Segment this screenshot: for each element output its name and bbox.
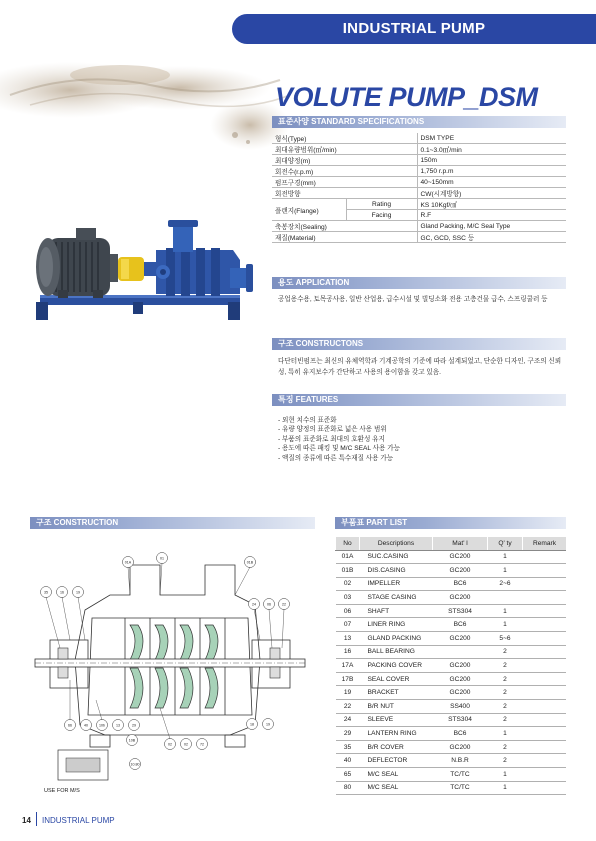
part-material: GC200 [433, 550, 488, 564]
part-remark [523, 632, 567, 646]
part-description: SEAL COVER [360, 672, 433, 686]
part-quantity: 2 [488, 740, 523, 754]
construction-drawing [30, 540, 320, 802]
part-material [433, 645, 488, 659]
part-quantity [488, 591, 523, 605]
part-quantity: 1 [488, 727, 523, 741]
part-remark [523, 645, 567, 659]
part-description: BALL BEARING [360, 645, 433, 659]
diagram-label: 01 [160, 556, 164, 561]
parts-row [336, 740, 567, 754]
part-no: 35 [336, 740, 360, 754]
spec-key: 회전수(r.p.m) [272, 166, 417, 177]
part-description: LANTERN RING [360, 727, 433, 741]
spec-key: 축봉장치(Sealing) [272, 221, 417, 232]
part-no: 07 [336, 618, 360, 632]
part-remark [523, 591, 567, 605]
part-quantity: 1 [488, 564, 523, 578]
parts-row [336, 672, 567, 686]
diagram-label: 16 [60, 590, 64, 595]
part-material: SS400 [433, 700, 488, 714]
diagram-label: 06 [267, 602, 271, 607]
parts-row [336, 700, 567, 714]
part-description: PACKING COVER [360, 659, 433, 673]
part-no: 03 [336, 591, 360, 605]
diagram-label: 18 [250, 722, 254, 727]
parts-col-header: Remark [523, 537, 567, 550]
part-quantity: 1 [488, 781, 523, 795]
diagram-label: 29 [132, 723, 136, 728]
spec-row [272, 133, 566, 144]
section-construction-text-header: 구조 CONSTRUCTONS [272, 338, 566, 350]
spec-value: R.F [417, 210, 566, 221]
section-spec-header: 표준사양 STANDARD SPECIFICATIONS [272, 116, 566, 128]
part-material: TC/TC [433, 768, 488, 782]
spec-subkey: Facing [346, 210, 417, 221]
section-application-header: 용도 APPLICATION [272, 277, 566, 289]
part-remark [523, 727, 567, 741]
parts-body [336, 550, 567, 795]
spec-value: 40~150mm [417, 177, 566, 188]
spec-value: Gland Packing, M/C Seal Type [417, 221, 566, 232]
part-description: M/C SEAL [360, 781, 433, 795]
part-description: STAGE CASING [360, 591, 433, 605]
part-remark [523, 659, 567, 673]
part-remark [523, 740, 567, 754]
part-no: 19 [336, 686, 360, 700]
part-remark [523, 754, 567, 768]
application-text: 공업용수용, 토목공사용, 일반 산업용, 급수시설 및 빌딩소화 전용 고층건물 급수, 스프링쿨러 등 [278, 296, 548, 303]
part-quantity: 2 [488, 754, 523, 768]
part-description: GLAND PACKING [360, 632, 433, 646]
diagram-label: 13 [116, 723, 120, 728]
diagram-label: 24 [252, 602, 256, 607]
spec-key: 재질(Material) [272, 232, 417, 243]
part-material: GC200 [433, 632, 488, 646]
parts-row [336, 768, 567, 782]
parts-row [336, 645, 567, 659]
part-no: 80 [336, 781, 360, 795]
parts-row [336, 577, 567, 591]
parts-col-header: Mat' l [433, 537, 488, 550]
spec-key: 플랜지(Flange) [272, 199, 346, 221]
part-description: DIS.CASING [360, 564, 433, 578]
parts-row [336, 591, 567, 605]
diagram-label: 72 [200, 742, 204, 747]
part-remark [523, 577, 567, 591]
part-quantity: 1 [488, 768, 523, 782]
part-material: GC200 [433, 591, 488, 605]
part-description: SLEEVE [360, 713, 433, 727]
parts-header-row [336, 537, 567, 550]
pump-photo [18, 210, 263, 330]
spec-value: CW(시계방향) [417, 188, 566, 199]
feature-item: - 유량 양정의 표준화로 넓은 사용 범위 [278, 426, 387, 434]
footer-title: INDUSTRIAL PUMP [42, 816, 115, 825]
parts-row [336, 618, 567, 632]
parts-col-header: Q' ty [488, 537, 523, 550]
part-no: 29 [336, 727, 360, 741]
part-remark [523, 672, 567, 686]
page-number: 14 [22, 816, 31, 825]
section-features-header: 특징 FEATURES [272, 394, 566, 406]
part-no: 06 [336, 604, 360, 618]
part-remark [523, 713, 567, 727]
feature-item: - 용도에 따른 패킹 및 M/C SEAL 사용 가능 [278, 445, 400, 453]
diagram-label: 01A [124, 560, 132, 565]
part-remark [523, 700, 567, 714]
part-no: 13 [336, 632, 360, 646]
part-material: GC200 [433, 659, 488, 673]
part-material: N.B.R [433, 754, 488, 768]
diagram-label: 01B [246, 560, 254, 565]
part-quantity: 5~6 [488, 632, 523, 646]
parts-row [336, 754, 567, 768]
part-material: BC6 [433, 618, 488, 632]
diagram-note: USE FOR M/S [44, 788, 80, 794]
spec-subkey: Rating [346, 199, 417, 210]
section-construction-figure-header: 구조 CONSTRUCTION [30, 517, 315, 529]
spec-row [272, 221, 566, 232]
parts-row [336, 686, 567, 700]
spec-row [272, 177, 566, 188]
part-material: GC200 [433, 672, 488, 686]
part-remark [523, 564, 567, 578]
parts-row [336, 604, 567, 618]
footer-divider [36, 812, 37, 826]
part-material: GC200 [433, 740, 488, 754]
spec-value: GC, GCD, SSC 등 [417, 232, 566, 243]
part-description: IMPELLER [360, 577, 433, 591]
part-no: 22 [336, 700, 360, 714]
diagram-label: 10b [99, 723, 105, 728]
spec-value: 0.1~3.0㎥/min [417, 144, 566, 155]
sand-splash-image [0, 40, 300, 150]
part-no: 17A [336, 659, 360, 673]
spec-key: 형식(Type) [272, 133, 417, 144]
parts-row [336, 550, 567, 564]
spec-value: 1,750 r.p.m [417, 166, 566, 177]
part-description: DEFLECTOR [360, 754, 433, 768]
diagram-label: 10.80 [130, 762, 140, 767]
part-remark [523, 686, 567, 700]
parts-row [336, 781, 567, 795]
part-material: BC6 [433, 727, 488, 741]
part-remark [523, 781, 567, 795]
part-quantity: 1 [488, 604, 523, 618]
diagram-label: 02 [184, 742, 188, 747]
part-quantity: 2 [488, 659, 523, 673]
part-quantity: 2 [488, 713, 523, 727]
spec-row [272, 188, 566, 199]
part-quantity: 2 [488, 700, 523, 714]
spec-key: 펌프구경(mm) [272, 177, 417, 188]
part-no: 01A [336, 550, 360, 564]
part-description: SUC.CASING [360, 550, 433, 564]
spec-row-flange [272, 199, 566, 210]
top-banner: INDUSTRIAL PUMP [232, 14, 596, 44]
part-description: B/R NUT [360, 700, 433, 714]
section-parts-header: 부품표 PART LIST [335, 517, 566, 529]
part-description: SHAFT [360, 604, 433, 618]
feature-item: - 액질의 종류에 따른 특수재질 사용 가능 [278, 454, 394, 462]
spec-row [272, 166, 566, 177]
part-no: 24 [336, 713, 360, 727]
parts-row [336, 727, 567, 741]
construction-description: 다단터빈펌프는 최신의 유체역학과 기계공학의 기준에 따라 설계되었고, 단순한 디자인, 구조의 신뢰성, 특히 유지보수가 간단하고 사용의 용이함을 갖고 있음. [278, 358, 562, 376]
spec-row [272, 232, 566, 243]
part-no: 16 [336, 645, 360, 659]
part-remark [523, 550, 567, 564]
part-no: 02 [336, 577, 360, 591]
parts-row [336, 659, 567, 673]
part-no: 40 [336, 754, 360, 768]
part-remark [523, 768, 567, 782]
diagram-label: 19 [76, 590, 80, 595]
parts-row [336, 564, 567, 578]
parts-col-header: Descriptions [360, 537, 433, 550]
product-title: VOLUTE PUMP_DSM [275, 82, 538, 112]
part-description: LINER RING [360, 618, 433, 632]
spec-key: 최대유량범위(㎥/min) [272, 144, 417, 155]
spec-table [272, 133, 566, 243]
part-remark [523, 618, 567, 632]
parts-row [336, 632, 567, 646]
part-no: 01B [336, 564, 360, 578]
part-quantity: 1 [488, 550, 523, 564]
part-description: M/C SEAL [360, 768, 433, 782]
diagram-label: 35 [44, 590, 48, 595]
diagram-label: 02 [168, 742, 172, 747]
parts-row [336, 713, 567, 727]
diagram-label: 40 [84, 723, 88, 728]
diagram-label: 66 [68, 723, 72, 728]
part-material: BC6 [433, 577, 488, 591]
part-material: GC200 [433, 686, 488, 700]
part-no: 17B [336, 672, 360, 686]
spec-value: DSM TYPE [417, 133, 566, 144]
part-remark [523, 604, 567, 618]
part-description: BRACKET [360, 686, 433, 700]
part-material: STS304 [433, 604, 488, 618]
spec-key: 회전방향 [272, 188, 417, 199]
features-list [278, 416, 568, 463]
part-material: STS304 [433, 713, 488, 727]
parts-col-header: No [336, 537, 360, 550]
feature-item: - 부품의 표준화로 최대의 호환성 유지 [278, 435, 385, 443]
spec-value: KS 10Kgf/㎠ [417, 199, 566, 210]
part-material: TC/TC [433, 781, 488, 795]
spec-value: 150m [417, 155, 566, 166]
parts-table [335, 537, 566, 795]
part-quantity: 2 [488, 645, 523, 659]
part-no: 65 [336, 768, 360, 782]
part-quantity: 1 [488, 618, 523, 632]
part-quantity: 2~6 [488, 577, 523, 591]
diagram-label: 19 [266, 722, 270, 727]
spec-key: 최대양정(m) [272, 155, 417, 166]
part-description: B/R COVER [360, 740, 433, 754]
diagram-label: 10B [128, 738, 136, 743]
part-quantity: 2 [488, 672, 523, 686]
spec-row [272, 155, 566, 166]
spec-row [272, 144, 566, 155]
feature-item: - 외현 치수의 표준화 [278, 417, 337, 424]
part-material: GC200 [433, 564, 488, 578]
part-quantity: 2 [488, 686, 523, 700]
diagram-label: 22 [282, 602, 286, 607]
